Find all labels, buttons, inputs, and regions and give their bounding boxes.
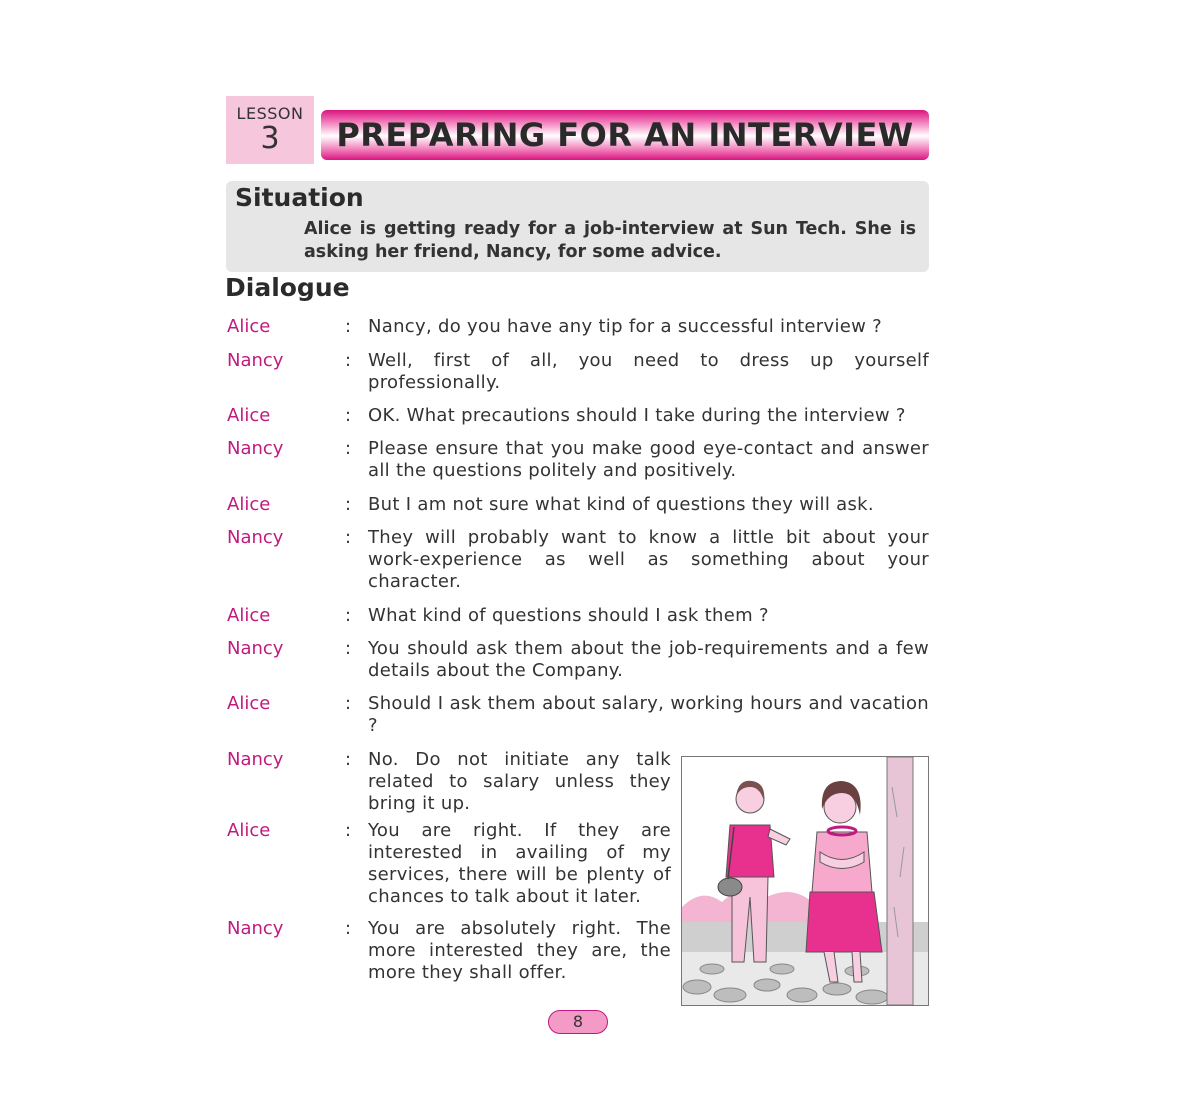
dialogue-line: What kind of questions should I ask them ? <box>368 605 769 626</box>
dialogue-line: Please ensure that you make good eye-contact and answer all the questions politely and positively. <box>368 438 929 481</box>
speaker-name: Alice <box>227 494 271 515</box>
colon-separator: : <box>345 918 352 939</box>
colon-separator: : <box>345 438 352 459</box>
dialogue-line: Nancy, do you have any tip for a successful interview ? <box>368 316 883 337</box>
dialogue-line: You are right. If they are interested in availing of my services, there will be plenty of chances to talk about it later. <box>368 820 671 907</box>
colon-separator: : <box>345 527 352 548</box>
title-banner <box>321 110 929 160</box>
page-number: 8 <box>548 1010 608 1034</box>
speaker-name: Alice <box>227 605 271 626</box>
illustration-two-women <box>681 756 929 1006</box>
speaker-name: Alice <box>227 405 271 426</box>
speaker-name: Nancy <box>227 749 284 770</box>
page-title: PREPARING FOR AN INTERVIEW <box>336 116 914 154</box>
dialogue-line: They will probably want to know a little bit about your work-experience as well as something about your character. <box>368 527 929 592</box>
lesson-number: 3 <box>260 121 280 156</box>
speaker-name: Nancy <box>227 638 284 659</box>
colon-separator: : <box>345 693 352 714</box>
speaker-name: Nancy <box>227 527 284 548</box>
colon-separator: : <box>345 605 352 626</box>
dialogue-heading: Dialogue <box>225 273 350 302</box>
situation-box <box>226 181 929 272</box>
speaker-name: Alice <box>227 820 271 841</box>
lesson-badge <box>226 96 314 164</box>
dialogue-line: No. Do not initiate any talk related to salary unless they bring it up. <box>368 749 671 814</box>
speaker-name: Nancy <box>227 350 284 371</box>
dialogue-line: You are absolutely right. The more interested they are, the more they shall offer. <box>368 918 671 983</box>
colon-separator: : <box>345 350 352 371</box>
colon-separator: : <box>345 638 352 659</box>
situation-text: Alice is getting ready for a job-interview at Sun Tech. She is asking her friend, Nancy, for some advice. <box>304 219 916 262</box>
illustration-drawing <box>682 757 928 1005</box>
speaker-name: Nancy <box>227 438 284 459</box>
dialogue-line: OK. What precautions should I take during the interview ? <box>368 405 906 426</box>
dialogue-line: You should ask them about the job-requirements and a few details about the Company. <box>368 638 929 681</box>
colon-separator: : <box>345 316 352 337</box>
lesson-label: LESSON <box>236 104 304 123</box>
colon-separator: : <box>345 494 352 515</box>
situation-heading: Situation <box>235 183 364 212</box>
dialogue-line: But I am not sure what kind of questions they will ask. <box>368 494 874 515</box>
colon-separator: : <box>345 405 352 426</box>
dialogue-line: Well, first of all, you need to dress up yourself professionally. <box>368 350 929 393</box>
dialogue-line: Should I ask them about salary, working hours and vacation ? <box>368 693 929 736</box>
colon-separator: : <box>345 749 352 770</box>
speaker-name: Alice <box>227 693 271 714</box>
speaker-name: Nancy <box>227 918 284 939</box>
colon-separator: : <box>345 820 352 841</box>
speaker-name: Alice <box>227 316 271 337</box>
